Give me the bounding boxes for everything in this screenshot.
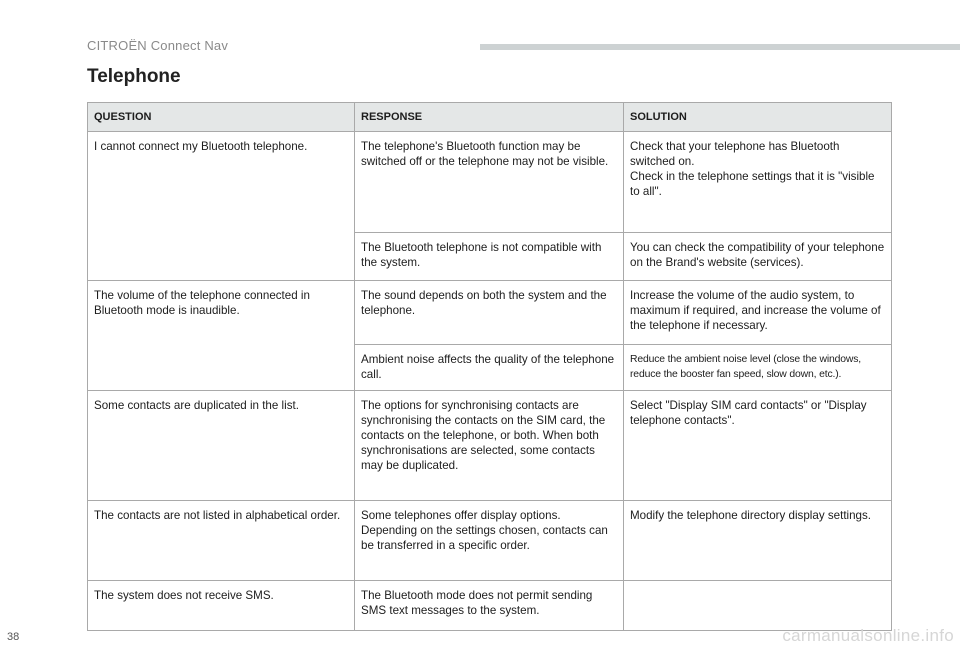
solution-cell: Modify the telephone directory display settings. — [624, 501, 892, 581]
page-number: 38 — [7, 631, 20, 643]
response-cell: Some telephones offer display options. Depending on the settings chosen, contacts can be transferred in a specific order. — [355, 501, 624, 581]
solution-cell: Reduce the ambient noise level (close the windows, reduce the booster fan speed, slow down, etc.). — [624, 345, 892, 391]
question-cell: Some contacts are duplicated in the list. — [88, 391, 355, 501]
response-cell: The Bluetooth telephone is not compatible with the system. — [355, 233, 624, 281]
solution-cell: Increase the volume of the audio system, to maximum if required, and increase the volume of the telephone if necessary. — [624, 281, 892, 345]
table-header-row — [88, 103, 892, 132]
question-cell: The system does not receive SMS. — [88, 581, 355, 631]
brand-name: CITROËN Connect Nav — [87, 38, 229, 53]
watermark: carmanualsonline.info — [782, 626, 954, 645]
table-row — [88, 391, 892, 501]
page-title: Telephone — [87, 66, 181, 87]
table-row — [88, 281, 892, 345]
question-cell: I cannot connect my Bluetooth telephone. — [88, 132, 355, 281]
table-row — [88, 581, 892, 631]
column-header-solution: SOLUTION — [624, 103, 892, 132]
solution-cell: You can check the compatibility of your telephone on the Brand's website (services). — [624, 233, 892, 281]
response-cell: The telephone's Bluetooth function may be switched off or the telephone may not be visible. — [355, 132, 624, 233]
question-cell: The volume of the telephone connected in Bluetooth mode is inaudible. — [88, 281, 355, 391]
response-cell: The options for synchronising contacts are synchronising the contacts on the SIM card, the contacts on the telephone, or both. When both synchronisations are selected, some contacts may be duplicated. — [355, 391, 624, 501]
solution-cell: Check that your telephone has Bluetooth switched on. Check in the telephone settings that it is "visible to all". — [624, 132, 892, 233]
header-bar — [480, 44, 960, 50]
question-cell: The contacts are not listed in alphabetical order. — [88, 501, 355, 581]
table-row — [88, 132, 892, 233]
response-cell: The sound depends on both the system and the telephone. — [355, 281, 624, 345]
table-row — [88, 501, 892, 581]
solution-cell — [624, 581, 892, 631]
solution-cell: Select "Display SIM card contacts" or "Display telephone contacts". — [624, 391, 892, 501]
column-header-question: QUESTION — [88, 103, 355, 132]
faq-table — [87, 102, 892, 631]
response-cell: Ambient noise affects the quality of the telephone call. — [355, 345, 624, 391]
response-cell: The Bluetooth mode does not permit sending SMS text messages to the system. — [355, 581, 624, 631]
column-header-response: RESPONSE — [355, 103, 624, 132]
